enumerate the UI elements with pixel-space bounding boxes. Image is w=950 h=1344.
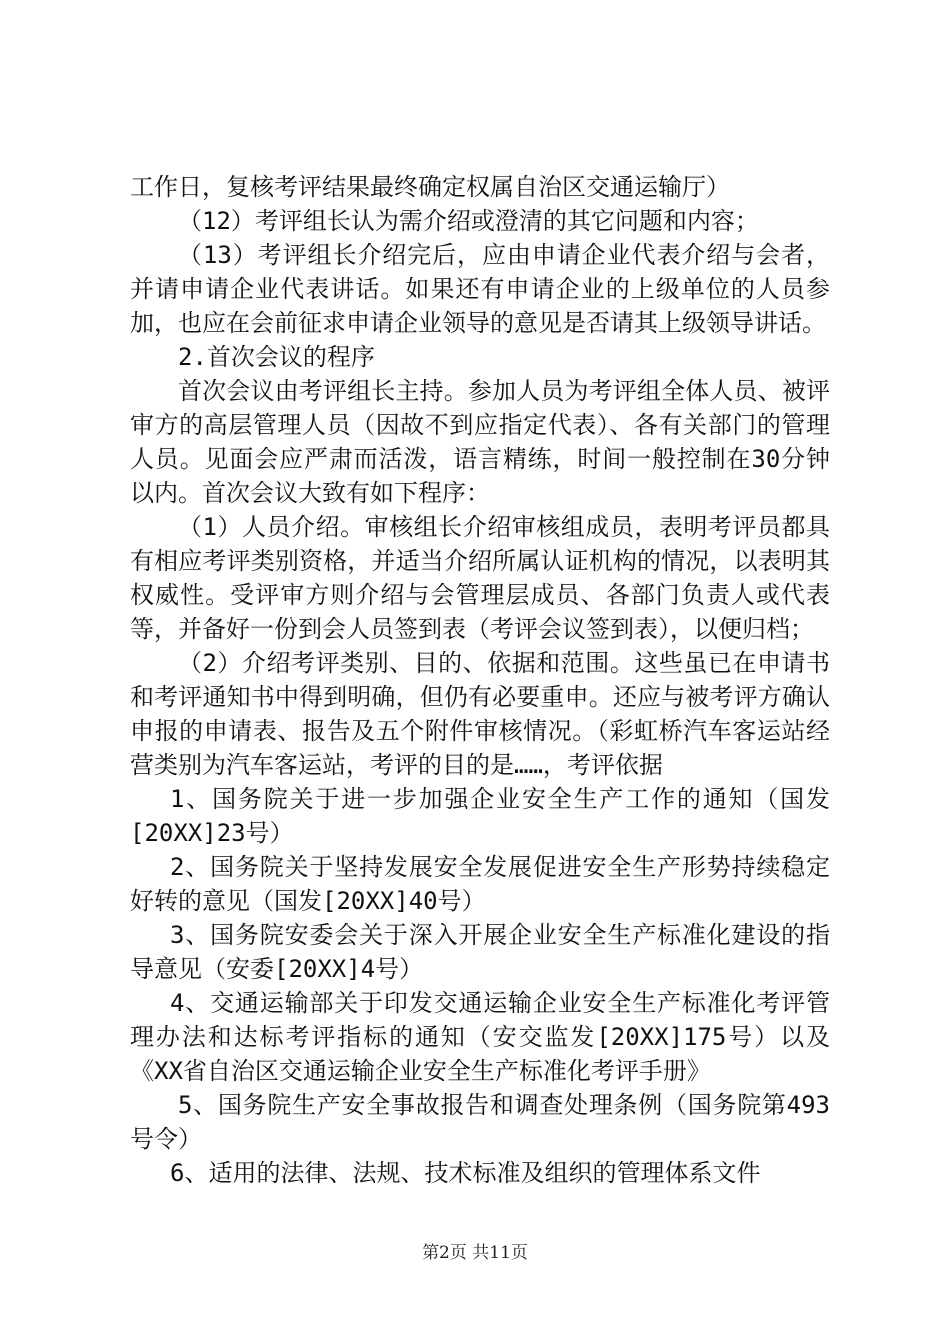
basis-item-4: 4、交通运输部关于印发交通运输企业安全生产标准化考评管理办法和达标考评指标的通知（安交监发[20XX]175号）以及《XX省自治区交通运输企业安全生产标准化考评手册》: [130, 989, 830, 1085]
basis-item-3: 3、国务院安委会关于深入开展企业安全生产标准化建设的指导意见（安委[20XX]4号）: [130, 921, 830, 983]
section-heading: 2.首次会议的程序: [178, 343, 375, 371]
basis-item-5: 5、国务院生产安全事故报告和调查处理条例（国务院第493号令）: [130, 1091, 830, 1153]
basis-item-6: 6、适用的法律、法规、技术标准及组织的管理体系文件: [170, 1159, 761, 1187]
paragraph-step-2: （2）介绍考评类别、目的、依据和范围。这些虽已在申请书和考评通知书中得到明确，但仍有必要重申。还应与被考评方确认申报的申请表、报告及五个附件审核情况。（彩虹桥汽车客运站经营类别为汽车客运站，考评的目的是……，考评依据: [130, 649, 830, 779]
basis-item-1: 1、国务院关于进一步加强企业安全生产工作的通知（国发[20XX]23号）: [130, 785, 830, 847]
document-body: [130, 170, 830, 1190]
basis-item-2: 2、国务院关于坚持发展安全发展促进安全生产形势持续稳定好转的意见（国发[20XX]40号）: [130, 853, 830, 915]
paragraph-meeting-intro: 首次会议由考评组长主持。参加人员为考评组全体人员、被评审方的高层管理人员（因故不到应指定代表）、各有关部门的管理人员。见面会应严肃而活泼，语言精练，时间一般控制在30分钟以内。首次会议大致有如下程序：: [130, 377, 830, 507]
paragraph-item-13: （13）考评组长介绍完后，应由申请企业代表介绍与会者，并请申请企业代表讲话。如果还有申请企业的上级单位的人员参加，也应在会前征求申请企业领导的意见是否请其上级领导讲话。: [130, 241, 830, 337]
paragraph-continuation: 工作日，复核考评结果最终确定权属自治区交通运输厅）: [130, 173, 730, 201]
page-footer: 第2页 共11页: [422, 1243, 528, 1263]
paragraph-item-12: （12）考评组长认为需介绍或澄清的其它问题和内容；: [178, 207, 759, 235]
paragraph-step-1: （1）人员介绍。审核组长介绍审核组成员，表明考评员都具有相应考评类别资格，并适当介绍所属认证机构的情况，以表明其权威性。受评审方则介绍与会管理层成员、各部门负责人或代表等，并备好一份到会人员签到表（考评会议签到表），以便归档；: [130, 513, 830, 643]
